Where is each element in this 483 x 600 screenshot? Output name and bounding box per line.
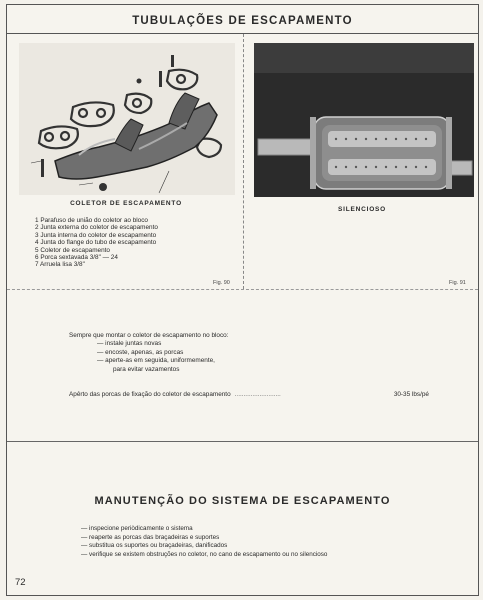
muffler-figure — [254, 43, 474, 197]
note-continuation: para evitar vazamentos — [113, 365, 180, 373]
maintenance-title: MANUTENÇÃO DO SISTEMA DE ESCAPAMENTO — [94, 495, 391, 507]
parts-list-item: 2 Junta externa do coletor de escapamento — [35, 224, 158, 232]
manual-page — [6, 4, 479, 596]
figure-right-caption: SILENCIOSO — [337, 206, 387, 213]
note-step: — encoste, apenas, as porcas — [97, 348, 184, 356]
exhaust-manifold-illustration — [19, 43, 235, 195]
parts-list-item: 4 Junta do flange do tubo de escapamento — [35, 239, 157, 247]
figure-right-number: Fig. 91 — [449, 280, 466, 286]
assembly-note — [69, 332, 429, 374]
parts-list-item: 3 Junta interna do coletor de escapamento — [35, 231, 157, 239]
torque-value: 30-35 lbs/pé — [393, 391, 429, 398]
section-divider — [7, 289, 478, 290]
parts-list — [35, 217, 158, 269]
torque-leader-dots: .......................... — [234, 391, 281, 398]
note-intro: Sempre que montar o coletor de escapamento no bloco: — [69, 332, 229, 339]
parts-list-item: 1 Parafuso de união do coletor ao bloco — [35, 217, 148, 224]
torque-spec — [69, 391, 429, 398]
page-number: 72 — [15, 577, 26, 588]
maintenance-item: — inspecione periòdicamente o sistema — [81, 525, 193, 532]
maintenance-list — [81, 525, 327, 559]
figure-divider — [243, 34, 244, 289]
figure-left-number: Fig. 90 — [213, 280, 230, 286]
parts-list-item: 6 Porca sextavada 3/8" — 24 — [35, 254, 118, 262]
parts-list-item: 5 Coletor de escapamento — [35, 246, 110, 254]
note-step: — aperte-as em seguida, uniformemente, — [97, 357, 215, 365]
maintenance-item: — reaperte as porcas das braçadeiras e suportes — [81, 533, 220, 541]
page-title: TUBULAÇÕES DE ESCAPAMENTO — [132, 15, 353, 27]
figure-left-caption: COLETOR DE ESCAPAMENTO — [70, 200, 182, 207]
parts-list-item: 7 Arruela lisa 3/8" — [35, 261, 85, 269]
exhaust-manifold-figure — [19, 43, 235, 195]
section-divider — [7, 441, 478, 442]
muffler-illustration — [254, 43, 474, 197]
maintenance-item: — verifique se existem obstruções no coletor, no cano de escapamento ou no silencioso — [81, 550, 328, 558]
maintenance-item: — substitua os suportes ou braçadeiras, danificados — [81, 542, 228, 550]
torque-label: Apêrto das porcas de fixação do coletor de escapamento — [69, 391, 231, 398]
note-step: — instale juntas novas — [97, 340, 162, 348]
